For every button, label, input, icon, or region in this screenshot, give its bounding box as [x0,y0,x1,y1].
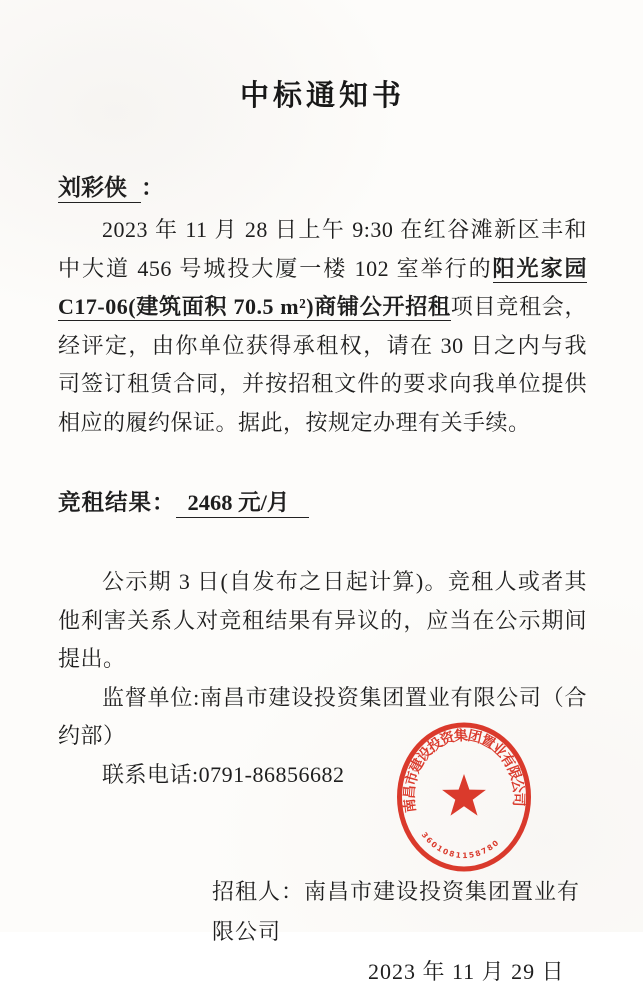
notice-block [58,563,587,794]
issuer-label: 招租人： [212,879,305,904]
document-title: 中标通知书 [239,80,405,112]
issuer-company: 南昌市建设投资集团置业有限公司 [212,879,581,944]
issuer-line [212,872,587,952]
body-paragraph [58,211,587,442]
project-name-underlined: 阳光家园 C17-06(建筑面积 70.5 m²)商铺公开招租 [58,255,587,319]
supervisor-line: 监督单位:南昌市建设投资集团置业有限公司（合约部） [58,684,587,748]
bid-result-label: 竞租结果： [58,490,176,515]
date-line: 2023 年 11 月 29 日 [368,959,565,984]
phone-line: 联系电话:0791-86856682 [102,761,345,787]
body-text-post: 项目竞租会，经评定，由你单位获得承租权，请在 30 日之内与我司签订租赁合同，并按招租文件的要求向我单位提供相应的履约保证。据此，按规定办理有关手续。 [58,294,587,435]
seal-company-text: 南昌市建设投资集团置业有限公司 [402,728,526,814]
bid-result-value: 2468 元/月 [176,490,310,518]
body-text-pre: 2023 年 11 月 28 日上午 9:30 在红谷滩新区丰和中大道 456 号城投大厦一楼 102 室举行的 [58,217,587,281]
bid-result-line [58,488,587,518]
signature-block [58,872,587,992]
salutation-colon: ： [141,175,164,200]
recipient-name: 刘彩侠 [58,175,141,203]
publicity-notice-paragraph: 公示期 3 日(自发布之日起计算)。竞租人或者其他利害关系人对竞租结果有异议的，应当在公示期间提出。 [58,569,587,671]
seal-code-text: 3601081158780 [419,830,501,861]
salutation-line [58,174,587,202]
